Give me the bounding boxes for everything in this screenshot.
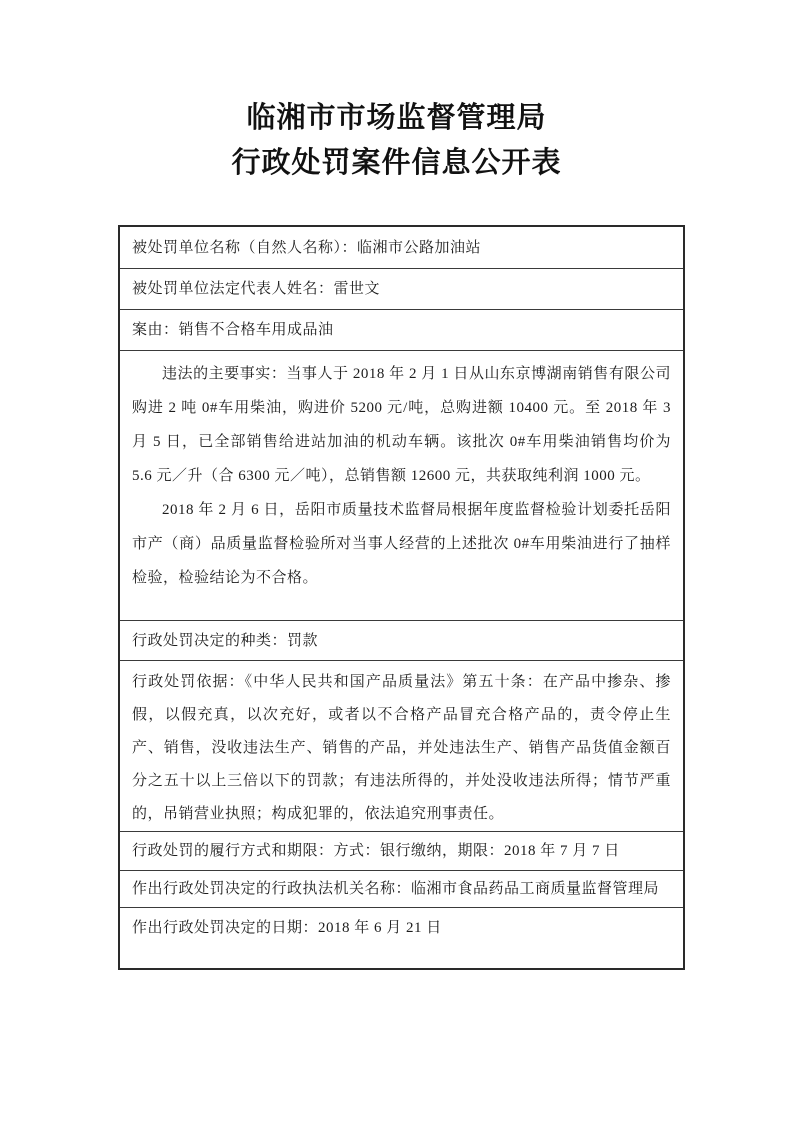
table-row: [119, 908, 684, 970]
document-title: [0, 0, 793, 186]
table-row: [119, 621, 684, 661]
issuing-agency: 作出行政处罚决定的行政执法机关名称：临湘市食品药品工商质量监督管理局: [132, 881, 660, 897]
title-line-1: 临湘市市场监督管理局: [246, 102, 547, 134]
penalty-basis: 行政处罚依据：《中华人民共和国产品质量法》第五十条：在产品中掺杂、掺假，以假充真，以次充好，或者以不合格产品冒充合格产品的，责令停止生产、销售，没收违法生产、销售的产品，并处违法生产、销售产品货值金额百分之五十以上三倍以下的罚款；有违法所得的，并处没收违法所得；情节严重的，吊销营业执照；构成犯罪的，依法追究刑事责任。: [132, 674, 671, 822]
table-row: [119, 871, 684, 908]
title-line-2: 行政处罚案件信息公开表: [231, 147, 562, 179]
case-cause: 案由：销售不合格车用成品油: [132, 322, 334, 338]
table-row: [119, 351, 684, 621]
penalty-info-table: [118, 225, 685, 970]
penalty-fulfillment: 行政处罚的履行方式和期限：方式：银行缴纳，期限：2018 年 7 月 7 日: [132, 843, 620, 859]
legal-representative: 被处罚单位法定代表人姓名：雷世文: [132, 281, 381, 297]
facts-paragraph-2: 2018 年 2 月 6 日，岳阳市质量技术监督局根据年度监督检验计划委托岳阳市产（商）品质量监督检验所对当事人经营的上述批次 0#车用柴油进行了抽样检验，检验结论为不合格。: [132, 502, 671, 586]
table-row: [119, 310, 684, 351]
table-row: [119, 832, 684, 871]
punished-unit-name: 被处罚单位名称（自然人名称）：临湘市公路加油站: [132, 239, 482, 256]
decision-date: 作出行政处罚决定的日期：2018 年 6 月 21 日: [132, 920, 442, 936]
facts-paragraph-1: 违法的主要事实：当事人于 2018 年 2 月 1 日从山东京博湖南销售有限公司购进 2 吨 0#车用柴油，购进价 5200 元/吨，总购进额 10400 元。至 2018 年 3 月 5 日，已全部销售给进站加油的机动车辆。该批次 0#车用柴油销售均价为 5.6 元／升（合 6300 元／吨），总销售额 12600 元，共获取纯利润 1000 元。: [132, 366, 671, 484]
table-row: [119, 661, 684, 832]
table-row: [119, 226, 684, 269]
penalty-type: 行政处罚决定的种类：罚款: [132, 632, 319, 649]
table-row: [119, 269, 684, 310]
